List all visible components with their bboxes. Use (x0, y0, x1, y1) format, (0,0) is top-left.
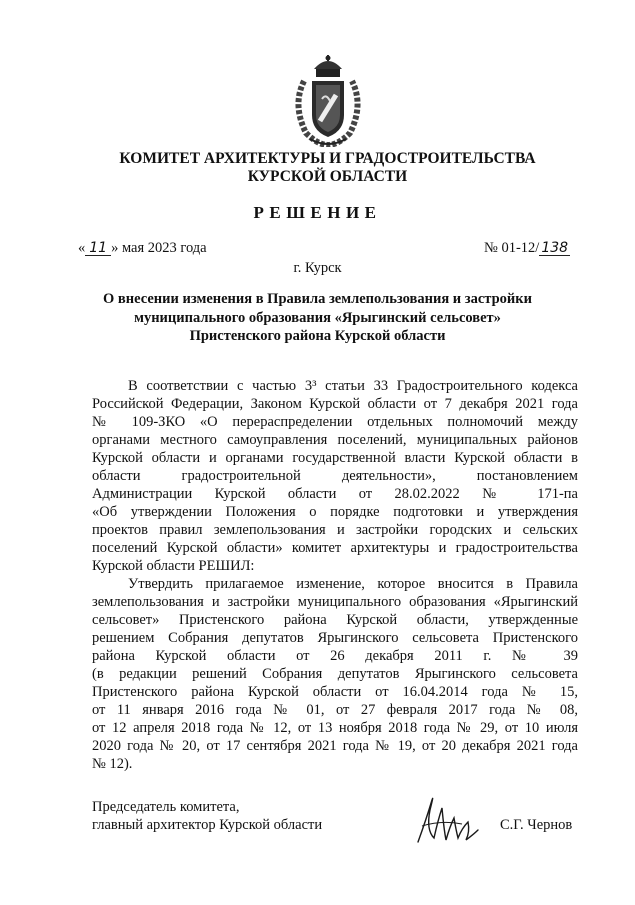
body-line: от 11 января 2016 года № 01, от 27 февраля 2017 года № 08, (92, 702, 578, 718)
subject-line-2: муниципального образования «Ярыгинский сельсовет» (134, 309, 501, 326)
signer-position-line1: Председатель комитета, (92, 799, 240, 815)
body-line: Утвердить прилагаемое изменение, которое вносится в Правила (128, 576, 578, 592)
document-number-prefix: № 01-12/ (484, 240, 540, 256)
document-type-title: РЕШЕНИЕ (253, 203, 382, 222)
body-line: Российской Федерации, Законом Курской области от 7 декабря 2021 года (92, 396, 578, 412)
org-name-line2: КУРСКОЙ ОБЛАСТИ (247, 168, 408, 185)
subject-line-3: Пристенского района Курской области (189, 328, 446, 344)
body-line: сельсовет» Пристенского района Курской области, утвержденные (92, 612, 578, 628)
handwritten-number: 138 (541, 240, 569, 256)
body-line: проектов правил землепользования и застройки городских и сельских (92, 522, 578, 538)
body-line: решением Собрания депутатов Ярыгинского сельсовета Пристенского (92, 630, 578, 646)
body-line: 2020 года № 20, от 17 сентября 2021 года № 19, от 20 декабря 2021 года (92, 738, 578, 754)
body-line: Курской области и органами государственной власти Курской области в (92, 450, 578, 466)
body-line: органами местного самоуправления поселений, муниципальных районов (92, 432, 578, 448)
body-line: поселений Курской области» комитет архитектуры и градостроительства (92, 540, 578, 556)
date-quote-open: « (78, 240, 86, 256)
body-line: В соответствии с частью 3³ статьи 33 Градостроительного кодекса (128, 378, 578, 394)
body-line: землепользования и застройки муниципального образования «Ярыгинский (92, 594, 578, 610)
date-month-year: » мая 2023 года (111, 240, 207, 256)
signer-position-line2: главный архитектор Курской области (92, 817, 323, 833)
coat-of-arms-emblem (290, 55, 366, 147)
handwritten-signature (412, 790, 482, 850)
body-line: № 109-ЗКО «О перераспределении отдельных полномочий между (92, 414, 578, 430)
body-line: Администрации Курской области от 28.02.2022 № 171-па (92, 486, 578, 502)
document-number (484, 240, 570, 257)
body-line: № 12). (92, 756, 133, 772)
body-line: района Курской области от 26 декабря 2011 г. № 39 (92, 648, 578, 664)
signer-name: С.Г. Чернов (500, 817, 573, 833)
body-line: (в редакции решений Собрания депутатов Ярыгинского сельсовета (92, 666, 578, 682)
handwritten-day: 11 (85, 241, 111, 256)
document-date (78, 240, 207, 257)
org-name-line1: КОМИТЕТ АРХИТЕКТУРЫ И ГРАДОСТРОИТЕЛЬСТВА (119, 150, 536, 167)
body-line: Курской области РЕШИЛ: (92, 558, 255, 574)
body-line: Пристенского района Курской области от 16.04.2014 года № 15, (92, 684, 578, 700)
subject-line-1: О внесении изменения в Правила землепользования и застройки (103, 291, 532, 307)
body-line: «Об утверждении Положения о порядке подготовки и утверждения (92, 504, 578, 520)
body-line: области градостроительной деятельности», постановлением (92, 468, 578, 484)
body-line: от 12 апреля 2018 года № 12, от 13 ноября 2018 года № 29, от 10 июля (92, 720, 578, 736)
document-city: г. Курск (293, 260, 342, 276)
